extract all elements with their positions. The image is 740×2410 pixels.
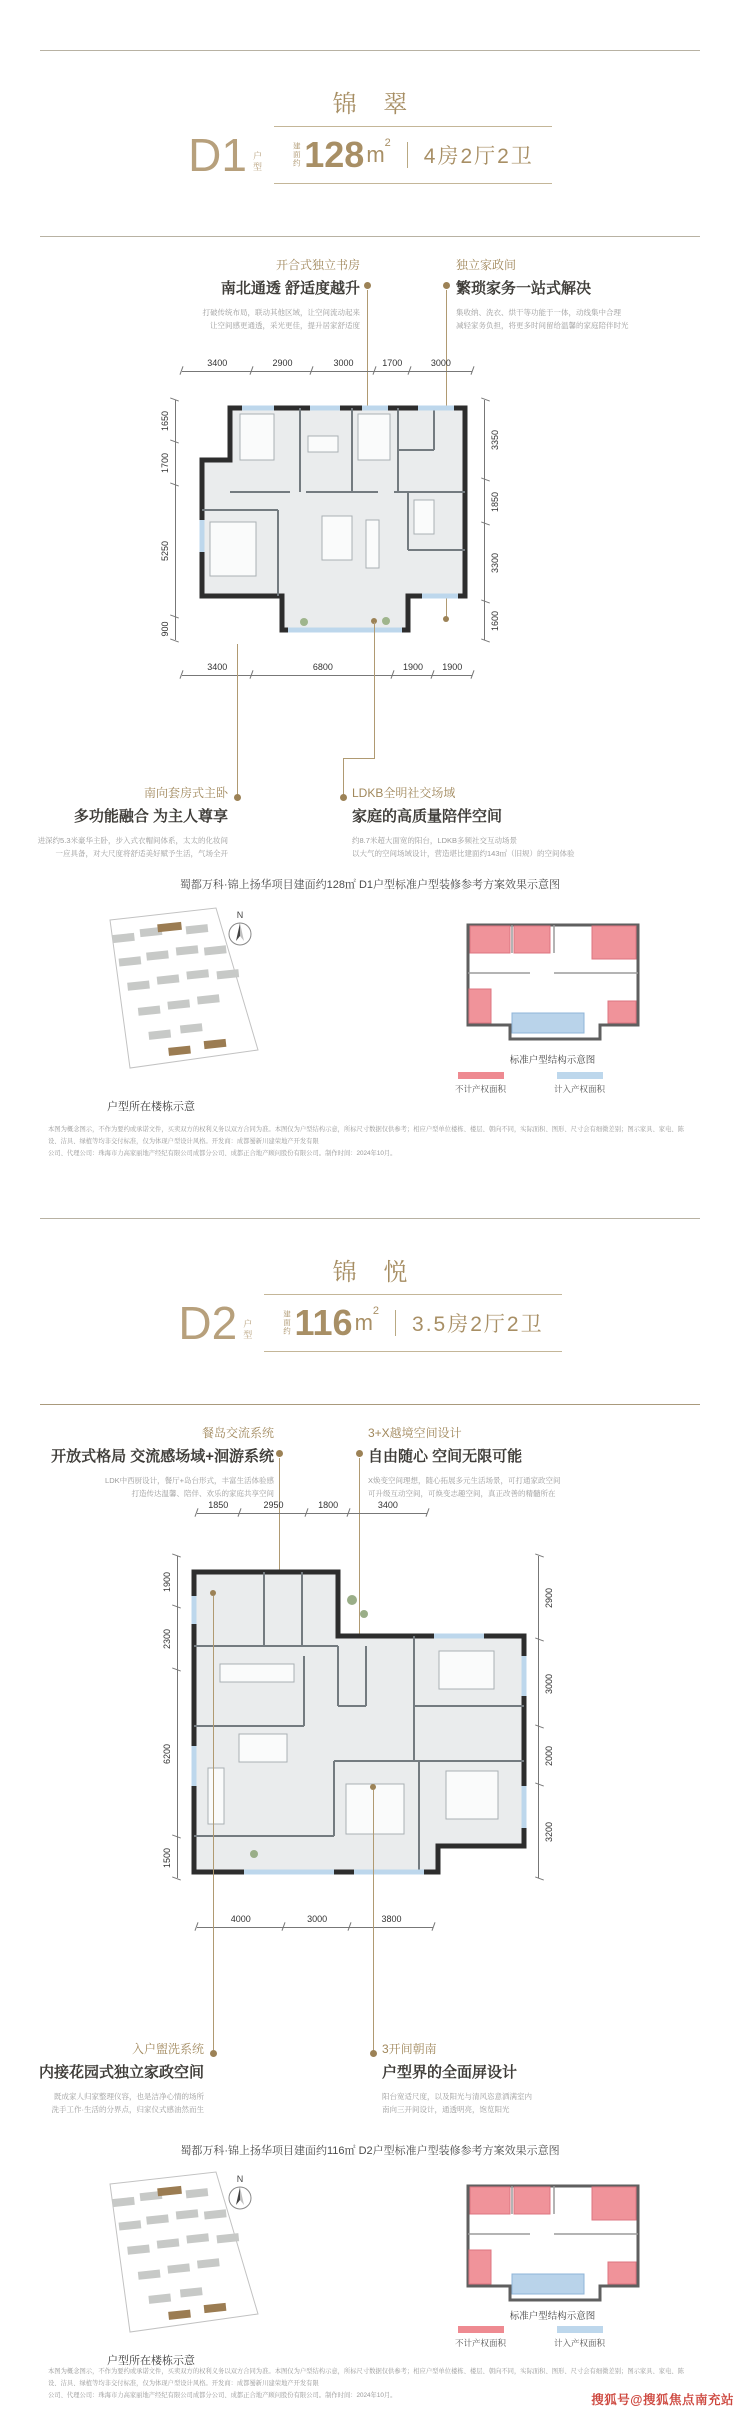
property-balcony-area [512, 1013, 584, 1033]
dim-label: 3200 [544, 1821, 554, 1842]
site-plan-label: 户型所在楼栋示意 [107, 1101, 195, 1113]
dim-label: 3400 [207, 358, 228, 368]
callout-dot [443, 282, 450, 289]
floor-plan-d1-drawing [182, 400, 472, 640]
dim-label: 2300 [162, 1628, 172, 1649]
callout-desc-line: 可升级互动空间，可焕变志趣空间，真正改善的精髓所在 [368, 1488, 556, 1498]
model-code: D2 [178, 1297, 238, 1349]
callout-subtitle: 开放式格局 交流感场域+洄游系统 [51, 1448, 274, 1465]
section1-divider-line [40, 236, 700, 237]
dim-label: 1900 [162, 1571, 172, 1592]
dim-label: 1850 [208, 1500, 229, 1510]
compass-n-label: N [236, 910, 244, 920]
callout-desc-line: 一应具备，对大尺度将舒适美好赋予生活，气场全开 [55, 848, 228, 858]
callout-desc [10, 2091, 204, 2117]
dim-label: 3000 [333, 358, 354, 368]
spec-divider [407, 142, 408, 168]
callout-laundry [456, 256, 716, 333]
dim-label: 1500 [162, 1847, 172, 1868]
property-balcony-area [512, 2274, 584, 2294]
dim-label: 3400 [377, 1500, 398, 1510]
callout-subtitle: 自由随心 空间无限可能 [368, 1448, 523, 1465]
spec-box [264, 1294, 561, 1352]
callout-title: 开合式独立书房 [275, 258, 360, 272]
callout-desc-line: 进深约5.3米豪华主卧，步入式衣帽间体系，太太的化妆间 [37, 836, 228, 845]
dimension-ruler-left [144, 1556, 178, 1878]
callout-desc-line: 南向三开间设计，通透明亮，饱览阳光 [382, 2104, 510, 2114]
callout-ldkb [352, 784, 682, 861]
callout-island-kitchen [30, 1424, 274, 1501]
area-legend [455, 1072, 605, 1095]
callout-title: 南向套房式主卧 [143, 786, 228, 800]
disclaimer-line: 本图为概念图示，不作为要约或承诺文件，买卖双方的权利义务以双方合同为准。本图仅为户型结构示意，所标尺寸数据仅供参考；相应户型单位楼栋、楼层、朝向不同，实际面积、图形、尺寸会有细微差别；图示家具、家电、陈设、洁具、绿植等均非交付标准，仅为体现户型设计风格。开发商：成都蜀新川建荣地产开发有限 [48, 1126, 684, 1145]
legend-swatch-blue [557, 2326, 603, 2333]
area-value: 128 [304, 134, 365, 175]
dim-label: 6200 [162, 1743, 172, 1764]
callout-connector [373, 1790, 374, 2052]
callout-title: 餐岛交流系统 [201, 1426, 274, 1440]
callout-desc-line: 既成家人归家整理仪容，也是洁净心情的场所 [54, 2092, 204, 2101]
model-suffix: 户型 [242, 1319, 253, 1341]
callout-south-facing [382, 2040, 682, 2117]
room-layout: 4房2厅2卫 [423, 145, 534, 168]
compass-icon [229, 910, 251, 945]
area-superscript: 2 [372, 1305, 380, 1317]
callout-title: 3开间朝南 [382, 2042, 437, 2056]
legend-swatch-red [458, 1072, 504, 1079]
callout-desc [382, 2091, 682, 2117]
site-plan [88, 2164, 318, 2342]
area-superscript: 2 [384, 137, 391, 149]
callout-connector [343, 758, 344, 798]
callout-subtitle: 内接花园式独立家政空间 [38, 2064, 204, 2081]
callout-title: LDKB全明社交场域 [352, 786, 456, 800]
disclaimer-line: 本图为概念图示，不作为要约或承诺文件，买卖双方的权利义务以双方合同为准。本图仅为户型结构示意，所标尺寸数据仅供参考；相应户型单位楼栋、楼层、朝向不同，实际面积、图形、尺寸会有细微差别；图示家具、家电、陈设、洁具、绿植等均非交付标准，仅为体现户型设计风格。开发商：成都蜀新川建荣地产开发有限 [48, 2368, 684, 2387]
callout-subtitle: 户型界的全面屏设计 [382, 2064, 518, 2081]
legend-swatch-red [458, 2326, 504, 2333]
section1-title: 锦 翠 [332, 91, 418, 118]
dim-label: 2900 [272, 358, 293, 368]
structure-caption: 标准户型结构示意图 [509, 1055, 596, 1066]
callout-subtitle: 家庭的高质量陪伴空间 [352, 808, 503, 825]
callout-desc-line: 以大气的空间场域设计，营造堪比建面约143㎡（旧规）的空间体验 [352, 848, 575, 858]
callout-subtitle: 南北通透 舒适度越升 [220, 280, 360, 297]
callout-study [60, 256, 360, 333]
dimension-ruler-bottom [197, 1914, 433, 1928]
callout-entry-wash [10, 2040, 204, 2117]
dim-label: 2000 [544, 1746, 554, 1767]
callout-desc-line: 让空间感更通透，采光更佳，提升居家舒适度 [210, 320, 360, 330]
spec-divider [395, 1310, 396, 1336]
section2-title: 锦 悦 [332, 1259, 418, 1286]
dim-label: 1700 [160, 453, 170, 474]
callout-title: 入户盥洗系统 [131, 2042, 204, 2056]
plan-caption: 蜀都万科·锦上扬华项目建面约128㎡ D1户型标准户型装修参考方案效果示意图 [179, 879, 561, 891]
callout-title: 独立家政间 [456, 258, 517, 272]
callout-connector [343, 758, 375, 759]
dimension-ruler-left [142, 400, 176, 640]
floor-plan-d2-drawing [184, 1556, 534, 1878]
callout-dot [276, 1450, 283, 1457]
callout-desc-line: 集收纳、洗衣、烘干等功能于一体，动线集中合理 [456, 308, 621, 317]
disclaimer-line: 公司、代理公司：珠海市力高家丽地产经纪有限公司成都分公司、成都正合地产顾问股份有限公司。制作时间：2024年10月。 [48, 1149, 397, 1157]
top-divider-line [40, 50, 700, 51]
dim-label: 2900 [544, 1588, 554, 1609]
callout-connector [213, 1596, 214, 2050]
legend-label: 计入产权面积 [554, 1084, 606, 1094]
callout-dot [370, 2050, 377, 2057]
callout-desc [20, 835, 228, 861]
callout-desc-line: 减轻家务负担，将更多时间留给温馨的家庭陪伴时光 [456, 320, 629, 330]
area-value: 116 [294, 1302, 353, 1343]
dim-label: 4000 [230, 1914, 251, 1924]
dim-label: 1700 [382, 358, 403, 368]
callout-connector [374, 622, 375, 759]
section2-divider-line [40, 1218, 700, 1219]
site-plan [88, 900, 318, 1078]
callout-3x-space [368, 1424, 668, 1501]
callout-subtitle: 多功能融合 为主人尊享 [73, 808, 228, 825]
callout-desc [456, 307, 716, 333]
compass-icon [229, 2174, 251, 2209]
section2-spec-row [0, 1294, 740, 1352]
dim-label: 900 [160, 621, 170, 637]
dim-label: 3300 [490, 552, 500, 573]
callout-desc [352, 835, 682, 861]
callout-desc-line: 阳台宽适尺度，以及阳光与清风恣意洒满室内 [382, 2092, 532, 2101]
structure-diagram [450, 915, 655, 1047]
callout-dot [364, 282, 371, 289]
dimension-ruler-right [484, 400, 518, 640]
area-unit: m [366, 142, 385, 167]
callout-dot [234, 794, 241, 801]
legend-item-excluded [455, 2326, 506, 2349]
callout-subtitle: 繁琐家务一站式解决 [456, 280, 592, 297]
dim-label: 5250 [160, 540, 170, 561]
dimension-ruler-top [182, 358, 472, 372]
area-legend [455, 2326, 605, 2349]
dim-label: 2950 [263, 1500, 284, 1510]
dim-label: 1650 [160, 410, 170, 431]
dim-label: 3400 [207, 662, 228, 672]
model-code: D1 [188, 129, 247, 181]
legend-item-included [554, 2326, 605, 2349]
compass-n-label: N [236, 2174, 244, 2184]
callout-desc-line: 约8.7米超大面宽的阳台，LDKB多频社交互动场景 [352, 836, 518, 845]
legend-label: 不计产权面积 [455, 1084, 507, 1094]
callout-master-suite [20, 784, 228, 861]
callout-dot [340, 794, 347, 801]
area-unit: m [354, 1310, 373, 1335]
dim-label: 3000 [307, 1914, 328, 1924]
structure-caption: 标准户型结构示意图 [509, 2311, 596, 2322]
legend-item-included [554, 1072, 605, 1095]
plan-caption: 蜀都万科·锦上扬华项目建面约116㎡ D2户型标准户型装修参考方案效果示意图 [180, 2145, 560, 2157]
callout-desc-line: LDK中西厨设计，餐厅+岛台形式，丰富生活体验感 [105, 1476, 274, 1485]
dim-label: 1900 [402, 662, 423, 672]
dimension-ruler-bottom [182, 662, 472, 676]
structure-diagram [450, 2176, 655, 2308]
callout-dot [356, 1450, 363, 1457]
dim-label: 3350 [490, 429, 500, 450]
dim-label: 3800 [381, 1914, 402, 1924]
site-plan-label: 户型所在楼栋示意 [107, 2355, 195, 2367]
dim-label: 1850 [490, 491, 500, 512]
dim-label: 1600 [490, 610, 500, 631]
watermark: 搜狐号@搜狐焦点南充站 [591, 2393, 734, 2407]
floor-plan-d2-block [140, 1496, 580, 1942]
callout-desc-line: 打破传统布局，联动其他区域，让空间流动起来 [202, 308, 360, 317]
dimension-ruler-right [538, 1556, 572, 1878]
legend-label: 不计产权面积 [455, 2338, 507, 2348]
callout-desc-line: 打造传达温馨、陪伴、欢乐的家庭共享空间 [131, 1488, 274, 1498]
legend-item-excluded [455, 1072, 506, 1095]
legend-label: 计入产权面积 [554, 2338, 606, 2348]
spec-box [274, 126, 552, 184]
section2-gold-line [40, 1404, 700, 1405]
dim-label: 3000 [430, 358, 451, 368]
model-suffix: 户型 [251, 151, 262, 173]
disclaimer-line: 公司、代理公司：珠海市力高家丽地产经纪有限公司成都分公司、成都正合地产顾问股份有限公司。制作时间：2024年10月。 [48, 2391, 397, 2399]
callout-desc [60, 307, 360, 333]
section1-spec-row [0, 126, 740, 184]
callout-desc-line: 洗手工作·生活的分界点，归家仪式感油然而生 [51, 2104, 204, 2114]
dim-label: 3000 [544, 1673, 554, 1694]
dimension-ruler-top [197, 1500, 427, 1514]
dim-label: 6800 [312, 662, 333, 672]
callout-title: 3+X越境空间设计 [368, 1426, 462, 1440]
area-prefix: 建面约 [282, 1310, 292, 1336]
area-prefix: 建面约 [292, 142, 302, 168]
callout-dot [210, 2050, 217, 2057]
room-layout: 3.5房2厅2卫 [412, 1313, 544, 1336]
callout-connector [237, 644, 238, 796]
legend-swatch-blue [557, 1072, 603, 1079]
floor-plan-d1-block [140, 356, 520, 696]
dim-label: 1800 [318, 1500, 339, 1510]
callout-desc-line: X焕变空间理想，随心拓展多元生活场景，可打通家政空间 [368, 1476, 561, 1485]
disclaimer-text [48, 1124, 692, 1160]
dim-label: 1900 [442, 662, 463, 672]
